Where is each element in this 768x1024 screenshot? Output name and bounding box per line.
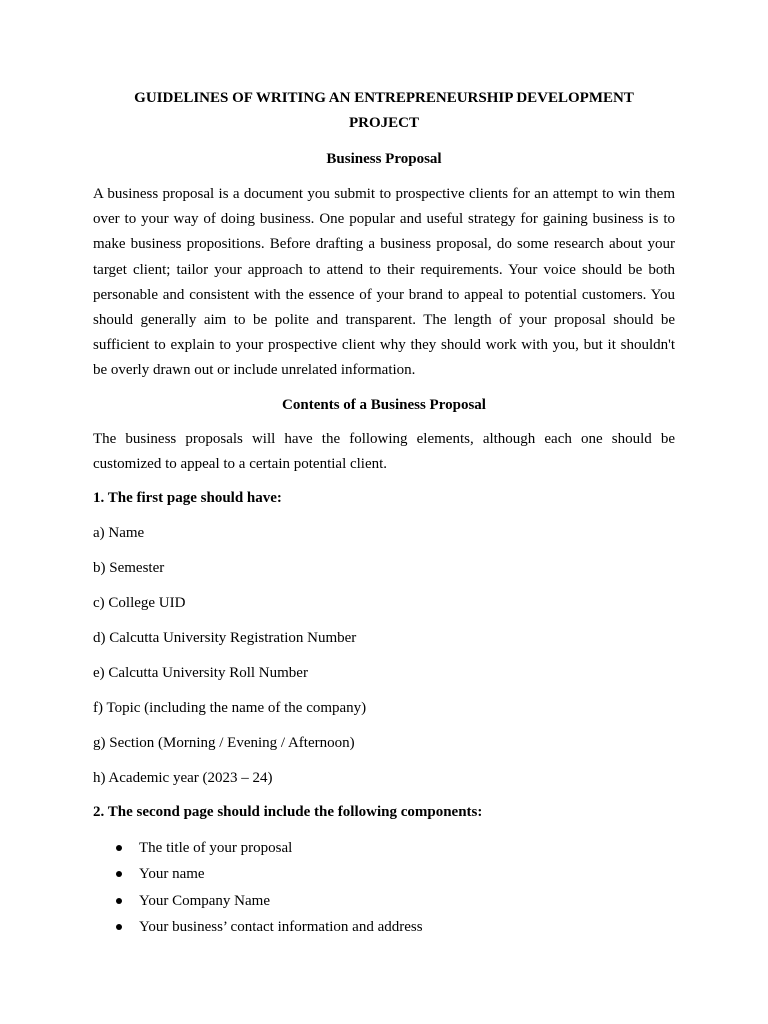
list-item-label: Your name	[139, 866, 205, 883]
list-item-label: The title of your proposal	[139, 840, 293, 857]
first-page-list	[93, 521, 675, 791]
list-item	[93, 914, 675, 940]
document-title-line1: GUIDELINES OF WRITING AN ENTREPRENEURSHIP DEVELOPMENT	[134, 90, 634, 106]
list-item	[93, 835, 675, 861]
list-item: c) College UID	[93, 595, 186, 612]
bullet-icon	[116, 898, 122, 904]
section-heading-business-proposal: Business Proposal	[326, 151, 442, 167]
bullet-icon	[116, 845, 122, 851]
list-item	[93, 888, 675, 914]
document-page	[93, 86, 675, 941]
list-item: f) Topic (including the name of the company)	[93, 700, 367, 717]
business-proposal-paragraph: A business proposal is a document you submit to prospective clients for an attempt to win them over to your way of doing business. One popular and useful strategy for gaining business is to make business propositions. Before drafting a business proposal, do some research about your target client; tailor your approach to attend to their requirements. Your voice should be both personable and consistent with the essence of your brand to appeal to potential customers. You should generally aim to be polite and transparent. The length of your proposal should be sufficient to explain to your prospective client why they should work with you, but it shouldn't be overly drawn out or include unrelated information.	[93, 186, 675, 379]
first-page-heading: 1. The first page should have:	[93, 490, 282, 507]
list-item: e) Calcutta University Roll Number	[93, 665, 308, 682]
list-item-label: Your business’ contact information and address	[139, 919, 423, 936]
second-page-heading: 2. The second page should include the following components:	[93, 804, 483, 821]
list-item: h) Academic year (2023 – 24)	[93, 770, 273, 787]
second-page-bullet-list	[93, 835, 675, 941]
list-item: d) Calcutta University Registration Number	[93, 630, 357, 647]
list-item: a) Name	[93, 525, 145, 542]
list-item-label: Your Company Name	[139, 892, 270, 909]
bullet-icon	[116, 871, 122, 877]
list-item	[93, 861, 675, 887]
contents-paragraph: The business proposals will have the following elements, although each one should be customized to appeal to a certain potential client.	[93, 430, 675, 472]
list-item: g) Section (Morning / Evening / Afternoon)	[93, 735, 355, 752]
bullet-icon	[116, 924, 122, 930]
list-item: b) Semester	[93, 560, 165, 577]
document-title-line2: PROJECT	[348, 115, 419, 131]
section-heading-contents: Contents of a Business Proposal	[282, 396, 486, 413]
